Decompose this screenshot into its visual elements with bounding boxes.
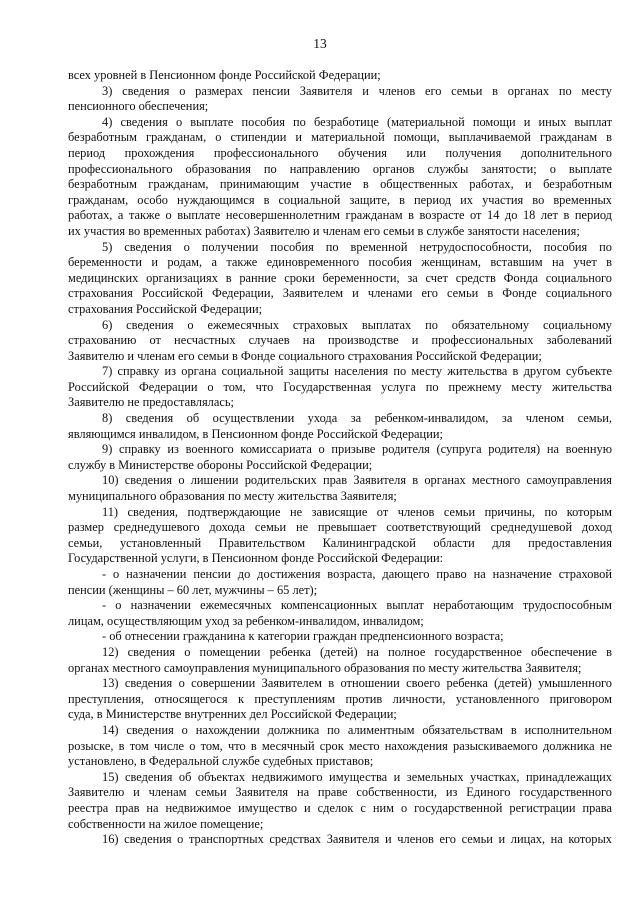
text-line: безработным гражданам, о стипендии и материальной помощи, выплачиваемой гражданам в (68, 130, 612, 145)
text-line: 8) сведения об осуществлении ухода за ребенком-инвалидом, за членом семьи, (102, 411, 612, 426)
text-line: - об отнесении гражданина к категории граждан предпенсионного возраста; (102, 629, 504, 644)
text-line: суда, в Министерстве внутренних дел Российской Федерации; (68, 707, 397, 722)
text-line: 16) сведения о транспортных средствах Заявителя и членов его семьи и лицах, на которых (102, 832, 612, 847)
text-line: семьи, установленный Правительством Калининградской области для предоставления (68, 535, 612, 550)
text-line: размер среднедушевого дохода семьи не превышает соответствующий среднедушевой доход (68, 520, 612, 535)
text-line: органах местного самоуправления муниципального образования по месту жительства Заявителя; (68, 660, 582, 675)
text-line: 15) сведения об объектах недвижимого имущества и земельных участках, принадлежащих (102, 769, 612, 784)
text-line: беременности и родам, а также единовременного пособия женщинам, вставшим на учет в (68, 255, 612, 270)
text-line: безработным гражданам, принимающим участие в общественных работах, и безработным (68, 177, 612, 192)
text-line: Заявителю и членам его семьи в Фонде социального страхования Российской Федерации; (68, 348, 542, 363)
text-line: Российской Федерации о том, что Государственная услуга по прежнему месту жительства (68, 379, 612, 394)
text-line: - о назначении ежемесячных компенсационных выплат неработающим трудоспособным (102, 598, 612, 613)
text-line: розыске, в том числе о том, что в месячный срок место нахождения разыскиваемого должника не (68, 738, 612, 753)
text-line: всех уровней в Пенсионном фонде Российской Федерации; (68, 68, 381, 82)
text-line: страхования Российской Федерации, Заявителем и членами его семьи в Фонде социального (68, 286, 612, 301)
text-line: период прохождения профессионального обучения или получения дополнительного (68, 145, 612, 160)
text-line: 6) сведения о ежемесячных страховых выплатах по обязательному социальному (102, 317, 612, 332)
text-line: медицинских организациях в ранние сроки беременности, за счет средств Фонда социального (68, 270, 612, 285)
text-line: 5) сведения о получении пособия по временной нетрудоспособности, пособия по (102, 239, 612, 254)
text-line: являющимся инвалидом, в Пенсионном фонде Российской Федерации; (68, 426, 443, 441)
text-line: пенсионного обеспечения; (68, 99, 209, 114)
text-line: 11) сведения, подтверждающие не зависящие от членов семьи причины, по которым (102, 504, 612, 519)
text-line: гражданам, особо нуждающимся в социальной защите, в период их участия во временных (68, 192, 612, 207)
text-line: - о назначении пенсии до достижения возраста, дающего право на назначение страховой (102, 567, 612, 581)
text-line: пенсии (женщины – 60 лет, мужчины – 65 лет); (68, 582, 318, 597)
page-number: 13 (313, 36, 327, 51)
text-line: 4) сведения о выплате пособия по безработице (материальной помощи и иных выплат (102, 114, 612, 129)
text-line: 14) сведения о нахождении должника по алиментным обязательствам в исполнительном (102, 722, 612, 737)
text-line: службу в Министерстве обороны Российской Федерации; (68, 457, 373, 472)
text-line: 10) сведения о лишении родительских прав Заявителя в органах местного самоуправления (102, 473, 612, 488)
text-line: собственности на жилое помещение; (68, 816, 264, 831)
text-line: муниципального образования по месту жительства Заявителя; (68, 489, 397, 504)
text-line: 9) справку из военного комиссариата о призыве родителя (супруга родителя) на военную (102, 442, 612, 457)
text-line: 7) справку из органа социальной защиты населения по месту жительства в другом субъекте (102, 364, 612, 379)
text-line: 3) сведения о размерах пенсии Заявителя и членов его семьи в органах по месту (102, 83, 612, 98)
text-line: 13) сведения о совершении Заявителем в отношении своего ребенка (детей) умышленного (102, 676, 612, 691)
text-line: установлено, в Федеральной службе судебных приставов; (68, 754, 374, 769)
text-line: профессионального образования по направлению органов службы занятости; о выплате (68, 161, 612, 176)
text-line: Заявителю не предоставлялась; (68, 395, 234, 410)
text-line: работах, а также о выплате несовершеннолетним гражданам в возрасте от 14 до 18 лет в период (68, 208, 612, 223)
text-line: их участия во временных работах) Заявителю и членам его семьи в службе занятости населения; (68, 223, 580, 238)
text-line: Заявителю и членам семьи Заявителя на праве собственности, из Единого государственного (68, 785, 612, 800)
text-line: лицам, осуществляющим уход за ребенком-инвалидом, инвалидом; (68, 613, 424, 628)
text-line: страхования Российской Федерации; (68, 301, 263, 316)
text-line: Государственной услуги, в Пенсионном фонде Российской Федерации: (68, 551, 444, 566)
text-line: преступления, относящегося к преступлениям против личности, установленного приговором (68, 691, 612, 706)
text-line: 12) сведения о помещении ребенка (детей) на полное государственное обеспечение в (102, 644, 612, 659)
document-body (68, 68, 612, 848)
text-line: страхованию от несчастных случаев на производстве и профессиональных заболеваний (68, 333, 612, 348)
text-line: реестра прав на недвижимое имущество и сделок с ним о государственной регистрации права (68, 800, 612, 815)
